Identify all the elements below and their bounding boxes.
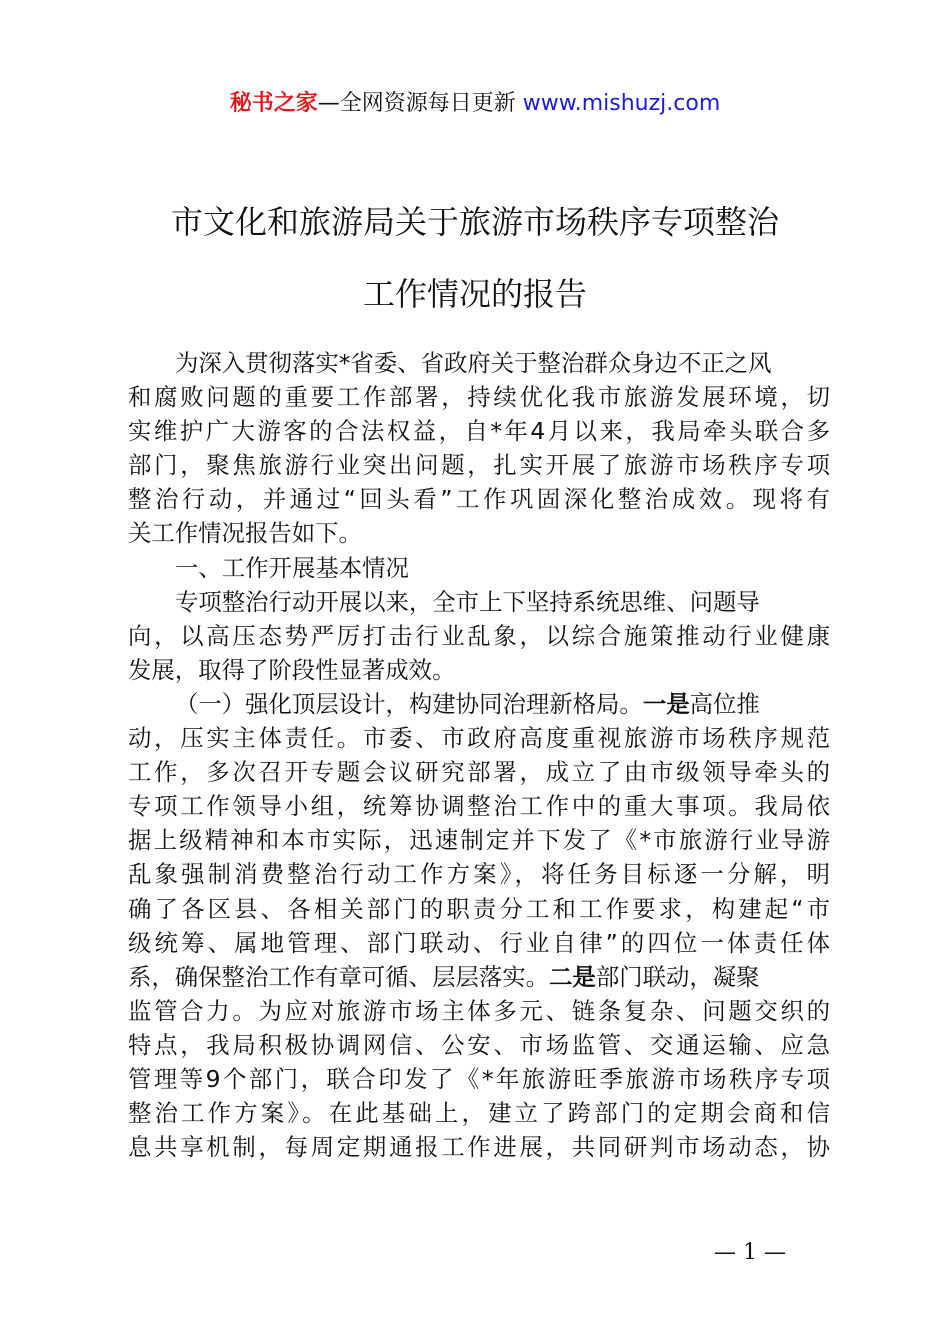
brand-name: 秘书之家 bbox=[229, 91, 318, 116]
text-line: 乱象强制消费整治行动工作方案》，将任务目标逐一分解，明 bbox=[128, 860, 830, 889]
text-line: 动，压实主体责任。市委、市政府高度重视旅游市场秩序规范 bbox=[128, 724, 830, 753]
text-line: 为深入贯彻落实*省委、省政府关于整治群众身边不正之风 bbox=[175, 349, 772, 377]
text-line: 特点，我局积极协调网信、公安、市场监管、交通运输、应急 bbox=[128, 1030, 830, 1059]
text-run: 部门联动，凝聚 bbox=[595, 962, 760, 991]
text-line: 向，以高压态势严厉打击行业乱象，以综合施策推动行业健康 bbox=[128, 621, 830, 650]
banner-slogan: —全网资源每日更新 bbox=[317, 91, 523, 116]
text-line: 实维护广大游客的合法权益，自*年4月以来，我局牵头联合多 bbox=[128, 417, 830, 446]
text-line: 专项整治行动开展以来，全市上下坚持系统思维、问题导 bbox=[175, 587, 760, 616]
emphasis-marker: 一是 bbox=[642, 689, 690, 718]
document-body bbox=[128, 346, 830, 1164]
text-line: 整治行动，并通过“回头看”工作巩固深化整治成效。现将有 bbox=[128, 485, 830, 514]
document-title bbox=[0, 186, 950, 330]
subsection-heading: （一）强化顶层设计，构建协同治理新格局。 bbox=[175, 689, 643, 718]
text-line: 确了各区县、各相关部门的职责分工和工作要求，构建起“市 bbox=[128, 894, 830, 923]
section-heading: 一、工作开展基本情况 bbox=[175, 553, 409, 582]
site-url-link[interactable]: www.mishuzj.com bbox=[522, 91, 721, 116]
text-line: 级统筹、属地管理、部门联动、行业自律”的四位一体责任体 bbox=[128, 928, 830, 957]
text-line: 专项工作领导小组，统筹协调整治工作中的重大事项。我局依 bbox=[128, 792, 830, 821]
text-line: 管理等9个部门，联合印发了《*年旅游旺季旅游市场秩序专项 bbox=[128, 1064, 830, 1093]
text-line: 关工作情况报告如下。 bbox=[128, 519, 362, 548]
text-line: 整治工作方案》。在此基础上，建立了跨部门的定期会商和信 bbox=[128, 1099, 830, 1128]
text-line: 监管合力。为应对旅游市场主体多元、链条复杂、问题交织的 bbox=[128, 996, 830, 1025]
text-run: 系，确保整治工作有章可循、层层落实。 bbox=[128, 962, 550, 991]
text-line: 息共享机制，每周定期通报工作进展，共同研判市场动态，协 bbox=[128, 1133, 830, 1162]
title-line-1: 市文化和旅游局关于旅游市场秩序专项整治 bbox=[170, 203, 779, 241]
page-number: — 1 — bbox=[714, 1240, 786, 1265]
text-line: 发展，取得了阶段性显著成效。 bbox=[128, 655, 456, 684]
text-line: 据上级精神和本市实际，迅速制定并下发了《*市旅游行业导游 bbox=[128, 826, 830, 855]
text-run: 高位推 bbox=[689, 689, 760, 718]
emphasis-marker: 二是 bbox=[549, 962, 596, 991]
text-line bbox=[128, 687, 830, 721]
text-line: 工作，多次召开专题会议研究部署，成立了由市级领导牵头的 bbox=[128, 758, 830, 787]
text-line bbox=[128, 960, 830, 994]
text-line: 和腐败问题的重要工作部署，持续优化我市旅游发展环境，切 bbox=[128, 383, 830, 412]
site-banner bbox=[0, 88, 950, 120]
text-line: 部门，聚焦旅游行业突出问题，扎实开展了旅游市场秩序专项 bbox=[128, 451, 830, 480]
title-line-2: 工作情况的报告 bbox=[362, 275, 587, 313]
